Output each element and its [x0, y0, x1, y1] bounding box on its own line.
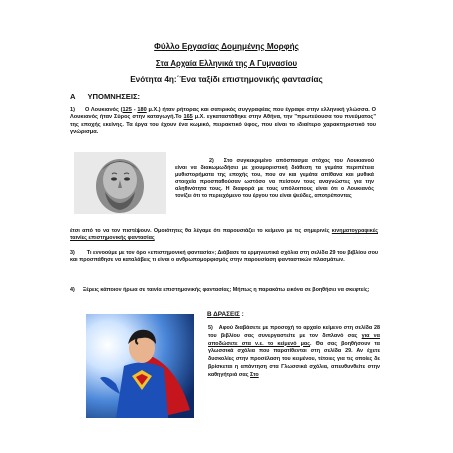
item-3-paragraph [70, 250, 378, 264]
lucian-portrait-image [74, 152, 166, 214]
item-2-cont-text: έτσι από το να τον πιστέψουν. Ομοιότητες θα λέγαμε ότι παρουσιάζει το κείμενο με τις σημερινές [70, 228, 332, 234]
item-4-number: 4) [70, 287, 75, 293]
item-2-number: 2) [209, 158, 214, 164]
item-1-text-c: μ.Χ.) ήταν ρήτορας και σατιρικός συγγραφέας που έγραφε στην ελληνική γλώσσα. Ο Λουκιανός ήταν Σύρος στην καταγωγή.Το [70, 107, 376, 121]
item-5-number: 5) [208, 325, 213, 331]
item-1-year-birth: 125 [122, 107, 132, 113]
item-5-underlined-task: για να αποδώσετε στα ν.ε. το κείμενό μας [208, 332, 380, 347]
unit-title: Ενότητα 4η:΄Ένα ταξίδι επιστημονικής φαντασίας [130, 75, 323, 84]
section-b-letter: Β [207, 311, 212, 318]
item-1-text-b: - [131, 107, 138, 113]
item-5-paragraph [208, 325, 380, 380]
section-a-heading [70, 92, 140, 101]
item-3-text: Τι εννοούμε με τον όρο «επιστημονική φαντασία»; Διάβασε τα ερμηνευτικά σχόλια στη σελίδα 29 του βιβλίου σου και προσπάθησε να καταλάβεις τι είναι ο ανθρωπομορφισμός στην παρουσίαση φανταστικών πλασμάτων. [70, 250, 378, 263]
item-2-paragraph [175, 158, 374, 199]
item-5-text-a: Αφού διαβάσετε με προσοχή το αρχαίο κείμενο στη σελίδα 28 του βιβλίου σας συνεργαστείτε με τον διπλανό σας [208, 325, 380, 339]
item-1-paragraph [70, 107, 376, 137]
item-5-text-b: . Θα σας βοηθήσουν τα γλωσσικά σχόλια που παρατίθενται στη σελίδα 29. Αν έχετε δυσκολίες στην προσέλαση του κειμένου, τέτοιες για τις οποίες δε βρίσκεται η απάντηση στα Γλωσσικά σχόλια, απευθυνθείτε στην καθηγήτριά σας [208, 340, 380, 378]
superhero-image [86, 314, 194, 418]
section-b-colon: : [241, 311, 244, 318]
item-4-text: Ξέρεις κάποιον ήρωα σε ταινία επιστημονικής φαντασίας; Μήπως η παρακάτω εικόνα σε βοηθήσει να σκεφτείς; [82, 287, 370, 293]
item-2-underlined-phrase: κινηματογραφικές ταινίες επιστημονικής φαντασίας [70, 228, 378, 241]
worksheet-title: Φύλλο Εργασίας Δομημένης Μορφής [154, 42, 299, 51]
item-2-text: Στο συγκεκριμένο απόσπασμα στόχος του Λουκιανού είναι να διακωμωδήσει με χιουμοριστική διάθεση τα γεμάτα περιπέτεια μυθιστορήματα της εποχής του, που αν και γεμάτα απίθανα και μυθικά στοιχεία προσπαθούσαν ωστόσο να πείσουν τους αναγνώστες για την αληθινότητα τους. Η διαφορά με τους υπόλοιπους είναι ότι ο Λουκιανός τονίζει ότι το περιεχόμενο του έργου του είναι ψεύδες, αποτρέποντας [175, 158, 374, 199]
section-a-letter: Α [70, 92, 76, 101]
item-4-paragraph [70, 287, 378, 294]
item-5-underlined-end: Στο [250, 371, 259, 378]
item-1-year-death: 180 [137, 107, 147, 113]
item-3-number: 3) [70, 250, 75, 256]
section-b-title: ΔΡΑΣΕΙΣ [213, 311, 240, 318]
item-1-year-athens: 165 [183, 114, 193, 121]
item-2-continuation [70, 228, 378, 242]
item-1-number: 1) [70, 107, 75, 113]
section-a-title: ΥΠΟΜΝΗΣΕΙΣ: [87, 92, 141, 101]
item-1-text-a: Ο Λουκιανός ( [84, 107, 123, 113]
worksheet-subtitle: Στα Αρχαία Ελληνικά της Α Γυμνασίου [155, 59, 298, 68]
item-1-text-d: μ.Χ. εγκαταστάθηκε στην Αθήνα, την "πρωτεύουσα του πνεύματος" της εποχής εκείνης. Τα έργα του έχουν ένα κωμικό, πειρακτικό ύφος, που είναι το ιδιαίτερο χαρακτηριστικό του γνώρισμα. [70, 114, 376, 136]
section-b-heading [207, 311, 244, 318]
